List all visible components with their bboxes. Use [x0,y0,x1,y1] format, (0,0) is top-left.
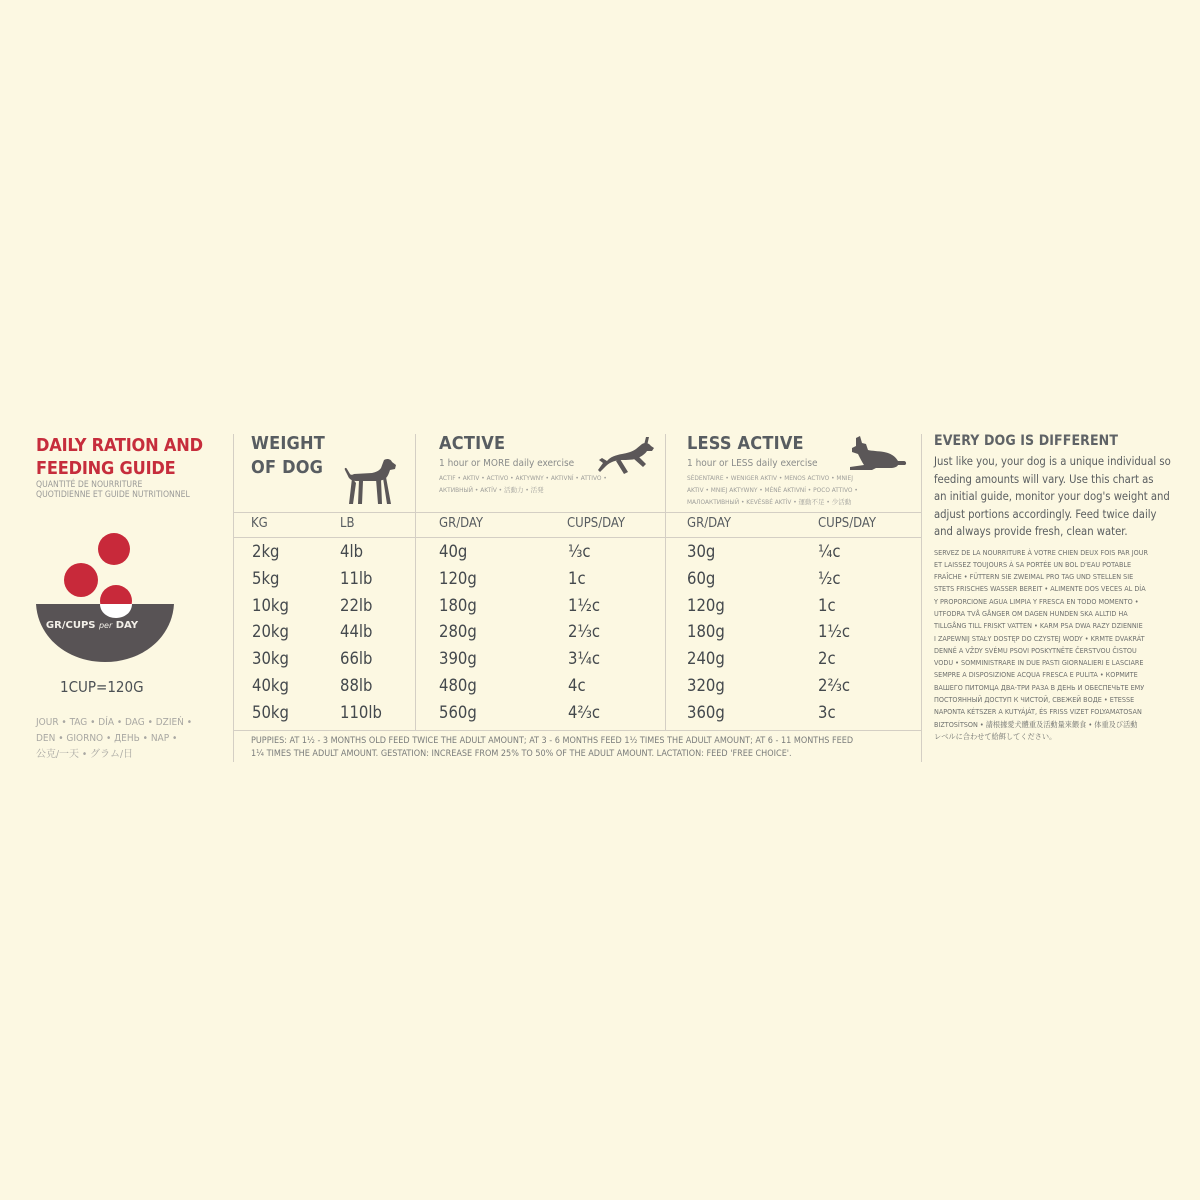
active-translation-line2: АКТИВНЫЙ • AKTÍV • 活動力 • 活発 [439,486,544,494]
cell-kg: 2kg [252,542,280,561]
cell-active-gr: 390g [439,649,477,668]
standing-dog-icon [340,456,400,506]
cell-kg: 10kg [252,596,289,615]
cell-active-gr: 120g [439,569,477,588]
cell-active-cups: 1½c [568,596,600,615]
less-active-translations [687,472,912,508]
translation-line: SERVEZ DE LA NOURRITURE À VOTRE CHIEN DEUX FOIS PAR JOUR [934,547,1148,557]
translation-line: SEMPRE A DISPOSIZIONE ACQUA FRESCA E PULITA • КОРМИТЕ [934,670,1138,680]
cell-less-gr: 240g [687,649,725,668]
translation-line: Y PROPORCIONE AGUA LIMPIA Y FRESCA EN TODO MOMENTO • [934,596,1139,606]
table-bottom-line [233,730,921,731]
column-header-lb: LB [340,516,355,531]
header-bottom-line [233,512,921,513]
cell-lb: 88lb [340,676,373,695]
translation-line: ПОСТОЯННЫЙ ДОСТУП К ЧИСТОЙ, СВЕЖЕЙ ВОДЕ • ETESSE [934,695,1135,705]
less-active-translation-line3: МАЛОАКТИВНЫЙ • KEVÉSBÉ AKTÍV • 運動不足 • 少活動 [687,498,852,506]
translation-line: BIZTOSÍTSON • 請根據愛犬體重及活動量來餵食 • 体重及び活動 [934,719,1138,729]
body-line: and always provide fresh, clean water. [934,525,1128,538]
bowl-label-per: per [98,621,113,630]
weight-title-line1: WEIGHT [251,433,326,454]
body-line: feeding amounts will vary. Use this chart as [934,472,1154,486]
body-line: adjust portions accordingly. Feed twice daily [934,507,1157,521]
translation-line: UTFODRA TVÅ GÅNGER OM DAGEN HUNDEN SKA ALLTID HA [934,608,1128,618]
cell-active-gr: 560g [439,703,477,722]
cell-less-cups: 3c [818,703,836,722]
less-active-title: LESS ACTIVE [687,433,804,454]
cell-less-gr: 120g [687,596,725,615]
active-subtitle: 1 hour or MORE daily exercise [439,458,575,469]
body-line: Just like you, your dog is a unique individual so [934,455,1171,468]
column-header-active-gr: GR/DAY [439,516,484,531]
guide-title-line1: DAILY RATION AND [36,435,203,456]
cell-active-cups: 4⅔c [568,703,600,722]
day-translation-line3: 公克/一天 • グラム/日 [36,749,133,760]
day-translation-line1: JOUR • TAG • DÍA • DAG • DZIEŃ • [36,717,193,728]
cell-active-cups: 2⅓c [568,622,600,641]
less-active-translation-line1: SÉDENTAIRE • WENIGER AKTIV • MENOS ACTIVO • MNIEJ [687,474,853,482]
cell-less-gr: 360g [687,703,725,722]
translation-line: STETS FRISCHES WASSER BEREIT • ALIMENTE DOS VECES AL DÍA [934,584,1146,594]
cell-less-cups: 1½c [818,622,850,641]
guide-title-line2: FEEDING GUIDE [36,458,176,479]
column-header-active-cups: CUPS/DAY [567,516,626,531]
cell-lb: 11lb [340,569,373,588]
lying-dog-icon [846,434,908,474]
cell-active-cups: ⅓c [568,542,591,561]
translation-line: I ZAPEWNIJ STAŁY DOSTĘP DO CZYSTEJ WODY • KRMTE DVAKRÁT [934,633,1145,643]
translation-line: DENNĚ A VŽDY SVÉMU PSOVI POSKYTNĚTE ČERSTVOU ČISTOU [934,645,1137,655]
footnote-line2: 1¼ TIMES THE ADULT AMOUNT. GESTATION: INCREASE FROM 25% TO 50% OF THE ADULT AMOUNT. LACTATION: FEED 'FREE CHOICE'. [251,749,792,759]
column-header-kg: KG [251,516,268,531]
guide-subtitle-line2: QUOTIDIENNE ET GUIDE NUTRITIONNEL [36,490,190,500]
cell-kg: 40kg [252,676,289,695]
cell-lb: 110lb [340,703,382,722]
column-header-less-gr: GR/DAY [687,516,732,531]
cup-conversion-note: 1CUP=120G [60,678,144,696]
bowl-label-gr-cups: GR/CUPS [45,620,96,631]
every-dog-body [934,453,1184,541]
cell-active-gr: 480g [439,676,477,695]
cell-lb: 22lb [340,596,373,615]
cell-less-gr: 320g [687,676,725,695]
footnote-line1: PUPPIES: AT 1½ - 3 MONTHS OLD FEED TWICE THE ADULT AMOUNT; AT 3 - 6 MONTHS FEED 1½ TIMES THE ADULT AMOUNT; AT 6 - 11 MONTHS FEED [251,736,854,746]
cell-kg: 20kg [252,622,289,641]
cell-less-cups: ¼c [818,542,841,561]
day-translation-line2: DEN • GIORNO • ДЕНЬ • NAP • [36,733,178,744]
column-header-less-cups: CUPS/DAY [818,516,877,531]
cell-active-gr: 180g [439,596,477,615]
body-line: an initial guide, monitor your dog's weight and [934,490,1170,503]
bowl-label-day: DAY [115,620,139,631]
cell-less-cups: 1c [818,596,836,615]
subheader-bottom-line [233,537,921,538]
weight-header [251,432,325,480]
cell-less-cups: 2⅔c [818,676,850,695]
every-dog-translations [934,547,1184,744]
cell-less-gr: 180g [687,622,725,641]
cell-active-gr: 40g [439,542,468,561]
translation-line: TILLGÅNG TILL FRISKT VATTEN • KARM PSA DWA RAZY DZIENNIE [934,621,1143,631]
cell-kg: 50kg [252,703,289,722]
guide-subtitle-line1: QUANTITÉ DE NOURRITURE [36,480,143,490]
cell-less-cups: ½c [818,569,841,588]
cell-kg: 30kg [252,649,289,668]
less-active-translation-line2: AKTIV • MNIEJ AKTYWNY • MÉNĚ AKTIVNÍ • POCO ATTIVO • [687,486,858,494]
cell-active-gr: 280g [439,622,477,641]
translation-line: ET LAISSEZ TOUJOURS À SA PORTÉE UN BOL D'EAU POTABLE [934,559,1132,569]
cell-active-cups: 3¼c [568,649,600,668]
translation-line: FRAÎCHE • FÜTTERN SIE ZWEIMAL PRO TAG UND STELLEN SIE [934,572,1134,582]
puppies-footnote [251,735,919,761]
cell-active-cups: 4c [568,676,586,695]
translation-line: レベルに合わせて給餌してください。 [934,731,1057,741]
cell-less-gr: 60g [687,569,716,588]
every-dog-title: EVERY DOG IS DIFFERENT [934,433,1119,449]
cell-kg: 5kg [252,569,280,588]
weight-title-line2: OF DOG [251,457,324,478]
running-dog-icon [596,434,656,476]
translation-line: VODU • SOMMINISTRARE IN DUE PASTI GIORNALIERI E LASCIARE [934,658,1144,668]
cell-active-cups: 1c [568,569,586,588]
cell-less-cups: 2c [818,649,836,668]
translation-line: NAPONTA KÉTSZER A KUTYÁJÁT, ÉS FRISS VIZET FOLYAMATOSAN [934,707,1142,717]
less-active-subtitle: 1 hour or LESS daily exercise [687,458,818,469]
cell-lb: 44lb [340,622,373,641]
active-title: ACTIVE [439,433,506,454]
every-dog-panel [934,433,1184,743]
cell-lb: 66lb [340,649,373,668]
active-translation-line1: ACTIF • AKTIV • ACTIVO • AKTYWNY • AKTIVNÍ • ATTIVO • [439,474,607,482]
cell-less-gr: 30g [687,542,716,561]
translation-line: ВАШЕГО ПИТОМЦА ДВА-ТРИ РАЗА В ДЕНЬ И ОБЕСПЕЧЬТЕ ЕМУ [934,682,1145,692]
cell-lb: 4lb [340,542,363,561]
